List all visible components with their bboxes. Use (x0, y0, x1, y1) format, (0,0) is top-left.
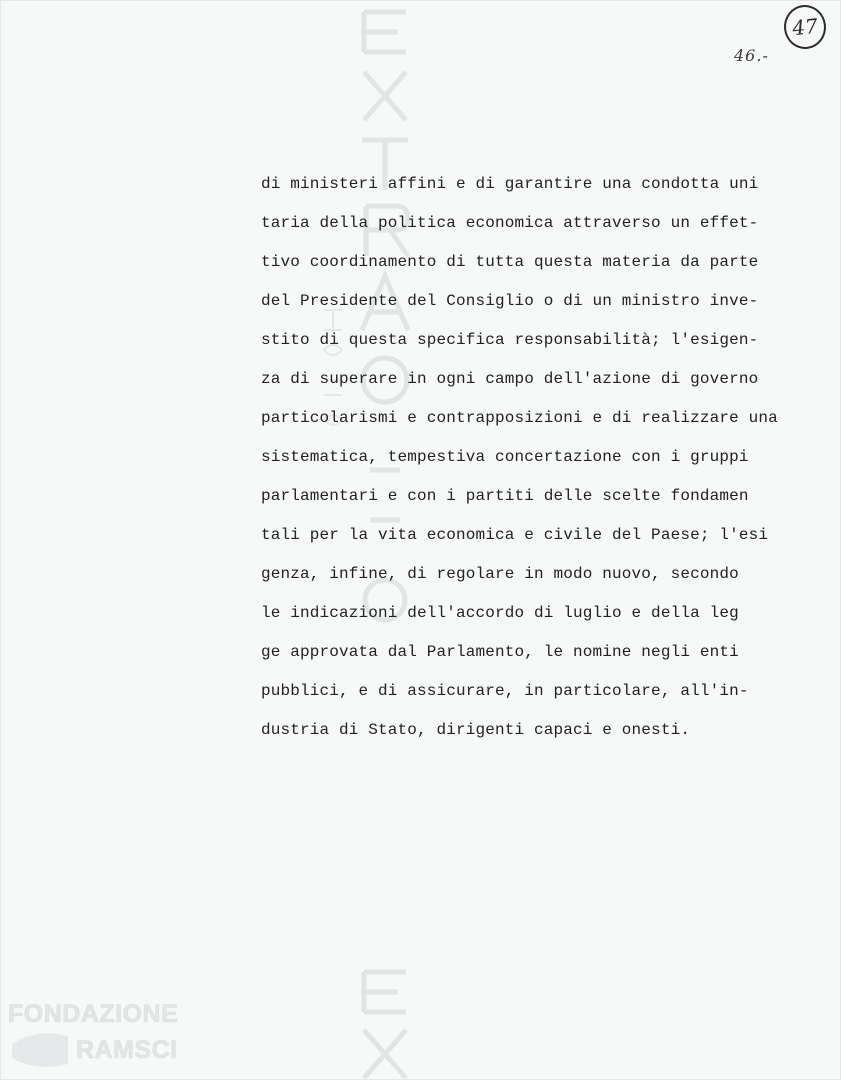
text-line-11: genza, infine, di regolare in modo nuovo, secondo (261, 565, 739, 583)
svg-text:FONDAZIONE: FONDAZIONE (8, 1000, 179, 1028)
text-line-13: ge approvata dal Parlamento, le nomine negli enti (261, 643, 739, 661)
archive-page-number-circled (782, 3, 828, 51)
text-line-15: dustria di Stato, dirigenti capaci e onesti. (261, 721, 691, 739)
text-line-1: di ministeri affini e di garantire una condotta uni (261, 175, 759, 193)
svg-text:RAMSCI: RAMSCI (76, 1036, 178, 1064)
page-number: 46.- (734, 46, 769, 65)
text-line-10: tali per la vita economica e civile del Paese; l'esi (261, 526, 769, 544)
text-line-9: parlamentari e con i partiti delle scelte fondamen (261, 487, 749, 505)
text-line-6: za di superare in ogni campo dell'azione di governo (261, 370, 759, 388)
text-line-7: particolarismi e contrapposizioni e di realizzare una (261, 409, 778, 427)
text-line-12: le indicazioni dell'accordo di luglio e della leg (261, 604, 739, 622)
text-line-2: taria della politica economica attraverso un effet- (261, 214, 759, 232)
text-line-3: tivo coordinamento di tutta questa materia da parte (261, 253, 759, 271)
body-text (261, 170, 821, 755)
text-line-4: del Presidente del Consiglio o di un ministro inve- (261, 292, 759, 310)
text-line-5: stito di questa specifica responsabilità; l'esigen- (261, 331, 759, 349)
text-line-8: sistematica, tempestiva concertazione con i gruppi (261, 448, 749, 466)
text-line-14: pubblici, e di assicurare, in particolare, all'in- (261, 682, 749, 700)
fondazione-logo-graphic (6, 992, 231, 1072)
circled-number-text: 47 (791, 13, 819, 41)
fondazione-gramsci-logo (6, 992, 231, 1072)
